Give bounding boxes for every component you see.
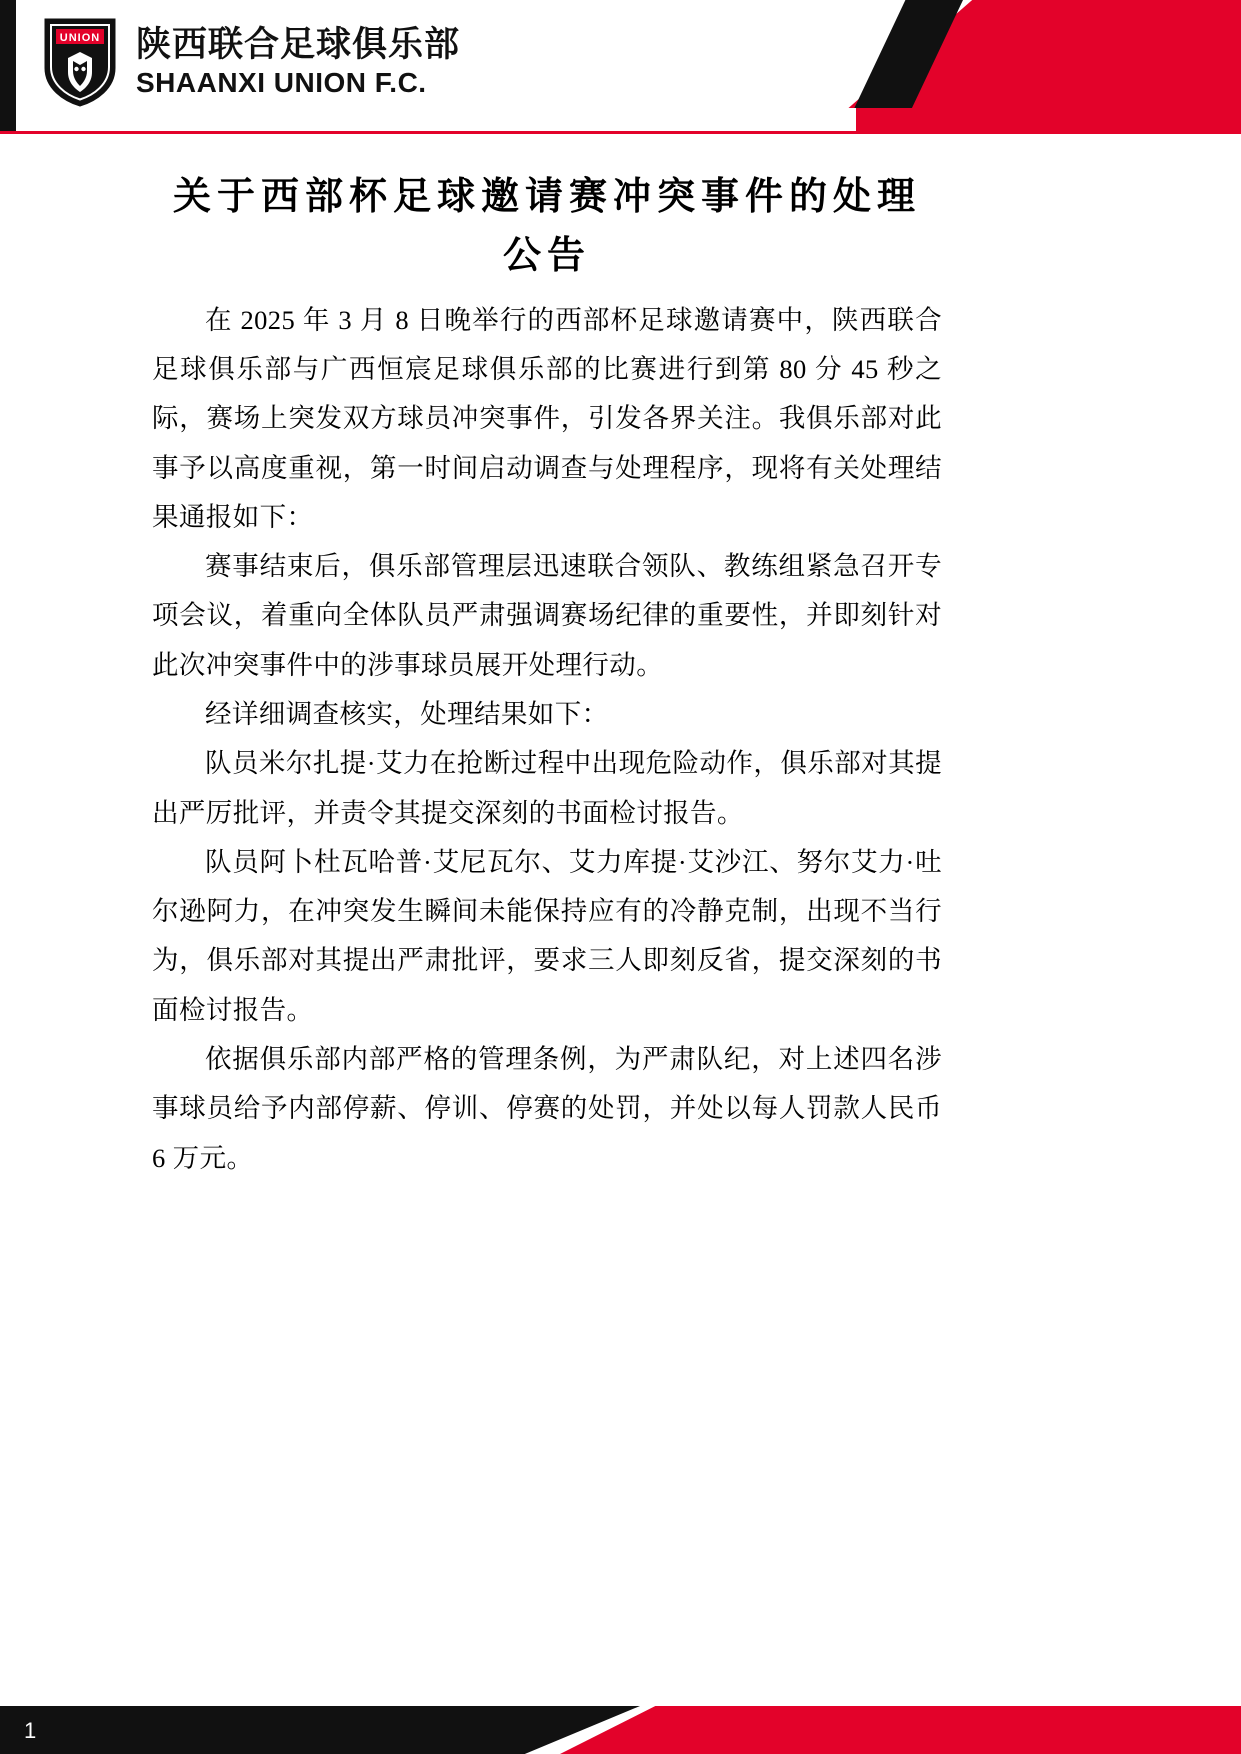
svg-text:UNION: UNION (59, 32, 101, 44)
paragraph-2: 赛事结束后，俱乐部管理层迅速联合领队、教练组紧急召开专项会议，着重向全体队员严肃强调赛场纪律的重要性，并即刻针对此次冲突事件中的涉事球员展开处理行动。 (152, 551, 942, 680)
club-name-en: SHAANXI UNION F.C. (136, 66, 427, 98)
footer-black-shape (0, 1706, 640, 1754)
club-crest-icon (42, 16, 118, 108)
header-bottom-rule (0, 131, 1241, 134)
club-name-cn: 陕西联合足球俱乐部 (136, 24, 461, 64)
document-body (152, 168, 942, 1183)
page-header (0, 0, 1241, 140)
paragraph-4: 队员米尔扎提·艾力在抢断过程中出现危险动作，俱乐部对其提出严厉批评，并责令其提交深刻的书面检讨报告。 (152, 748, 942, 828)
club-logo (42, 16, 460, 108)
paragraph-5: 队员阿卜杜瓦哈普·艾尼瓦尔、艾力库提·艾沙江、努尔艾力·吐尔逊阿力，在冲突发生瞬间未能保持应有的冷静克制，出现不当行为，俱乐部对其提出严肃批评，要求三人即刻反省，提交深刻的书面检讨报告。 (152, 846, 942, 1025)
footer-red-shape (560, 1706, 1241, 1754)
page-number: 1 (24, 1718, 37, 1743)
document-title: 关于西部杯足球邀请赛冲突事件的处理公告 (172, 176, 921, 277)
page-footer (0, 1690, 1241, 1754)
paragraph-3: 经详细调查核实，处理结果如下： (205, 699, 609, 730)
paragraph-6: 依据俱乐部内部严格的管理条例，为严肃队纪，对上述四名涉事球员给予内部停薪、停训、停赛的处罚，并处以每人罚款人民币 6 万元。 (152, 1044, 942, 1173)
club-name-block (136, 26, 460, 98)
header-black-edge (0, 0, 16, 132)
paragraph-1: 在 2025 年 3 月 8 日晚举行的西部杯足球邀请赛中，陕西联合足球俱乐部与广西恒宸足球俱乐部的比赛进行到第 80 分 45 秒之际，赛场上突发双方球员冲突事件，引发各界关注。我俱乐部对此事予以高度重视，第一时间启动调查与处理程序，现将有关处理结果通报如下： (152, 304, 942, 532)
